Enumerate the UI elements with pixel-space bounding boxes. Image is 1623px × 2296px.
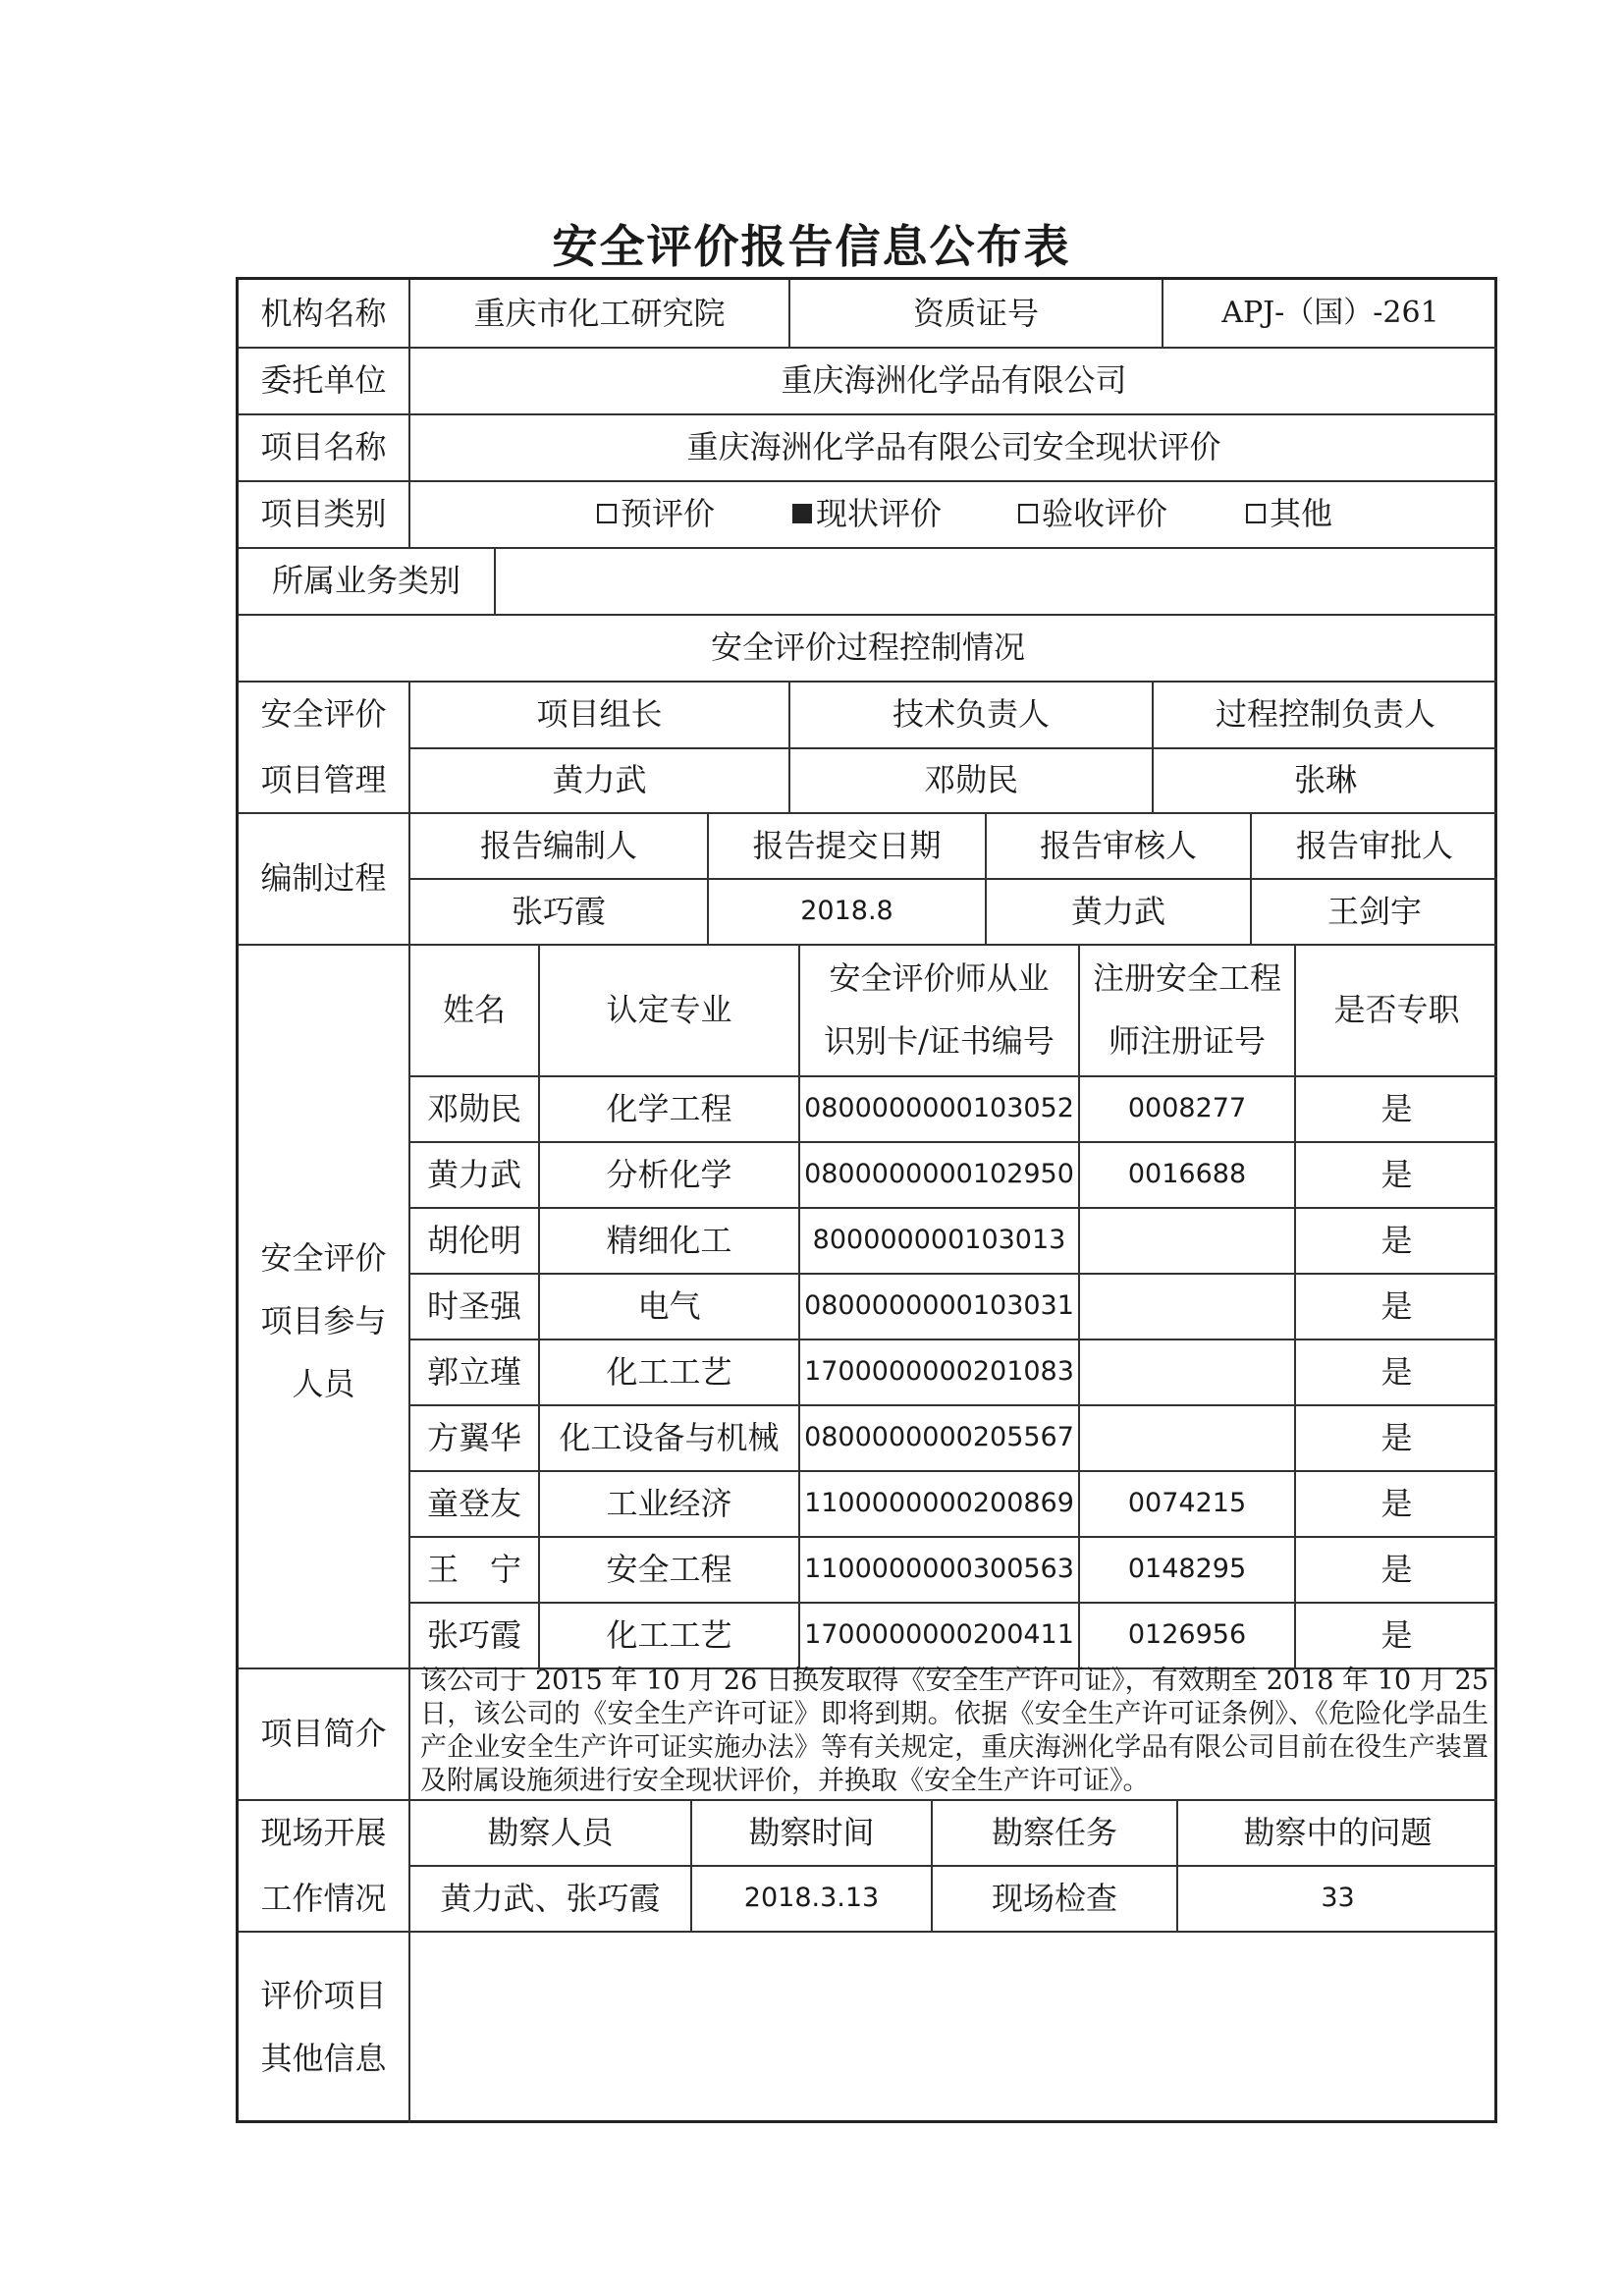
participant-card-number: 1700000000201083 [804,1355,1074,1387]
participant-card-number: 800000000103013 [812,1224,1066,1255]
site-header: 勘察任务 [991,1813,1117,1851]
compilation-value: 王剑宇 [1326,892,1422,930]
site-value: 黄力武、张巧霞 [440,1879,661,1917]
participant-major: 化工工艺 [606,1615,732,1654]
business-label: 所属业务类别 [271,562,460,599]
role-name: 张琳 [1293,761,1357,798]
participant-card-number: 1700000000200411 [804,1618,1074,1650]
participant-name: 童登友 [426,1484,521,1522]
cert-value: APJ-（国）-261 [1221,296,1439,331]
participant-card-number: 0800000000205567 [804,1421,1074,1452]
participant-major: 化工工艺 [606,1352,732,1391]
participants-label: 安全评价 项目参与 人员 [260,1239,387,1402]
participant-name: 时圣强 [426,1286,521,1325]
participant-card-number: 1100000000300563 [804,1553,1074,1584]
participant-fulltime: 是 [1380,1286,1413,1325]
participant-major: 安全工程 [606,1550,732,1588]
compilation-value: 张巧霞 [511,892,606,930]
participant-major: 电气 [637,1286,701,1325]
process-control-title: 安全评价过程控制情况 [710,629,1025,666]
checkbox-checked-icon [792,504,812,523]
management-label: 项目管理 [260,761,387,798]
compilation-header: 报告编制人 [479,826,637,864]
participant-fulltime: 是 [1380,1089,1413,1127]
participant-name: 王 宁 [426,1550,521,1588]
compilation-header: 报告审批人 [1295,826,1453,864]
compilation-header: 报告提交日期 [752,826,942,864]
participant-name: 方翼华 [426,1418,521,1456]
category-label: 项目类别 [260,495,387,532]
client-value: 重庆海洲化学品有限公司 [781,361,1127,399]
participant-fulltime: 是 [1380,1550,1413,1588]
role-name: 黄力武 [552,761,647,798]
participant-card-number: 0800000000103031 [804,1289,1074,1321]
participant-fulltime: 是 [1380,1221,1413,1259]
management-label: 安全评价 [260,695,387,733]
participant-major: 化学工程 [606,1089,732,1127]
checkbox-icon [1246,504,1266,523]
site-label: 工作情况 [260,1879,387,1917]
participant-reg-number: 0126956 [1127,1618,1247,1650]
participant-card-number: 1100000000200869 [804,1487,1074,1518]
category-option-status-eval[interactable]: 现状评价 [769,480,965,547]
participant-fulltime: 是 [1380,1418,1413,1456]
other-label: 评价项目 其他信息 [260,1977,387,2077]
site-value: 2018.3.13 [743,1882,880,1913]
client-label: 委托单位 [260,361,387,399]
page-title: 安全评价报告信息公布表 [552,220,1071,273]
participant-card-number: 0800000000102950 [804,1158,1074,1189]
site-header: 勘察人员 [487,1813,614,1851]
participant-major: 分析化学 [606,1155,732,1193]
checkbox-icon [597,504,617,523]
col-header-card: 安全评价师从业 识别卡/证书编号 [824,959,1055,1060]
participant-name: 黄力武 [426,1155,521,1193]
participant-reg-number: 0148295 [1127,1553,1247,1584]
site-value: 现场检查 [991,1879,1117,1917]
project-label: 项目名称 [260,428,387,465]
col-header-name: 姓名 [442,991,506,1028]
participant-major: 化工设备与机械 [559,1418,780,1456]
col-header-fulltime: 是否专职 [1333,991,1460,1028]
participant-card-number: 0800000000103052 [804,1092,1074,1123]
participant-name: 邓勋民 [426,1089,521,1127]
role-header: 技术负责人 [892,695,1050,733]
cert-label: 资质证号 [912,295,1039,332]
participant-reg-number: 0008277 [1127,1092,1247,1123]
other-value [410,1931,1497,2123]
col-header-major: 认定专业 [606,991,732,1028]
participant-name: 郭立瑾 [426,1352,521,1391]
col-header-reg: 注册安全工程 师注册证号 [1092,959,1281,1060]
participant-name: 胡伦明 [426,1221,521,1259]
compilation-label: 编制过程 [260,859,387,897]
org-value: 重庆市化工研究院 [473,295,726,332]
participant-name: 张巧霞 [426,1615,521,1654]
participant-reg-number [1080,1339,1294,1404]
business-value [496,547,1497,614]
participant-fulltime: 是 [1380,1155,1413,1193]
participant-reg-number: 0016688 [1127,1158,1247,1189]
role-header: 项目组长 [536,695,663,733]
participant-major: 精细化工 [606,1221,732,1259]
participant-fulltime: 是 [1380,1484,1413,1522]
site-header: 勘察时间 [748,1813,875,1851]
category-option-pre-eval[interactable]: 预评价 [572,480,739,547]
col-divider [408,1667,410,1799]
participant-reg-number [1080,1404,1294,1470]
participant-reg-number [1080,1207,1294,1273]
intro-label: 项目简介 [260,1715,387,1752]
site-label: 现场开展 [260,1813,387,1851]
info-form [236,277,1497,2123]
participant-fulltime: 是 [1380,1352,1413,1391]
checkbox-icon [1018,504,1038,523]
participant-reg-number [1080,1273,1294,1339]
category-option-acceptance-eval[interactable]: 验收评价 [995,480,1191,547]
role-name: 邓勋民 [923,761,1018,798]
org-label: 机构名称 [260,295,387,332]
participant-fulltime: 是 [1380,1615,1413,1654]
category-option-other[interactable]: 其他 [1220,480,1358,547]
participant-major: 工业经济 [606,1484,732,1522]
participant-reg-number: 0074215 [1127,1487,1247,1518]
compilation-value: 2018.8 [800,895,893,926]
site-value: 33 [1321,1882,1355,1913]
site-header: 勘察中的问题 [1243,1813,1433,1851]
compilation-header: 报告审核人 [1039,826,1197,864]
compilation-value: 黄力武 [1070,892,1165,930]
role-header: 过程控制负责人 [1215,695,1435,733]
project-value: 重庆海洲化学品有限公司安全现状评价 [686,428,1221,465]
intro-text: 该公司于 2015 年 10 月 26 日换发取得《安全生产许可证》，有效期至 2018 年 10 月 25 日，该公司的《安全生产许可证》即将到期。依据《安全生产许可证条例》、《危险化学品生产企业安全生产许可证实施办法》等有关规定，重庆海洲化学品有限公司目前在役生产装置及附属设施须进行安全现状评价，并换取《安全生产许可证》。 [420,1666,1488,1796]
